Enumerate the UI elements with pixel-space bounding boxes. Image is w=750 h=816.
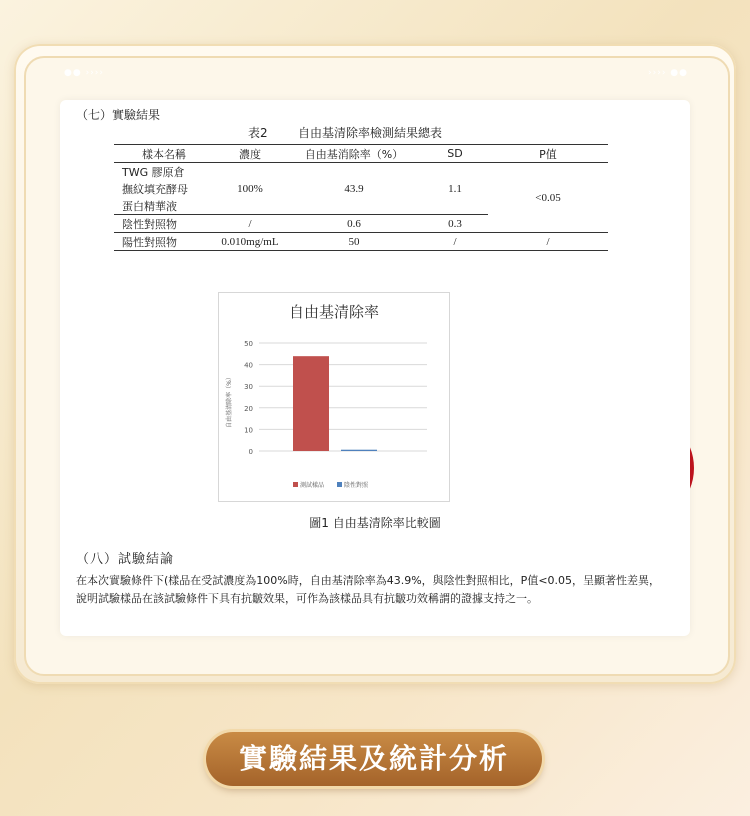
y-tick-label: 40 — [244, 361, 253, 370]
legend-swatch — [293, 482, 298, 487]
negative-rate: 0.6 — [286, 215, 422, 233]
legend-swatch — [337, 482, 342, 487]
negative-concentration: / — [214, 215, 286, 233]
y-tick-label: 0 — [248, 448, 253, 456]
table-header-row — [114, 145, 608, 163]
figure-caption: 圖1 自由基清除率比較圖 — [309, 516, 441, 530]
chart-grid — [259, 343, 427, 451]
y-tick-label: 30 — [244, 383, 253, 392]
positive-sd: / — [422, 233, 488, 251]
col-header: P值 — [488, 145, 608, 163]
section-heading: （八）試驗結論 — [76, 552, 175, 567]
legend-label: 陰性對照 — [344, 482, 369, 489]
col-header: 樣本名稱 — [114, 145, 214, 163]
chart-bars — [293, 356, 377, 451]
table-row — [114, 163, 608, 181]
section-heading: （七）實驗結果 — [76, 108, 161, 122]
negative-name: 陰性對照物 — [114, 215, 214, 233]
bar-chart — [218, 292, 450, 502]
conclusion-text: 在本次實驗條件下(樣品在受試濃度為100%時，自由基清除率為43.9%，與陰性對照相比，P值<0.05，呈顯著性差異，說明試驗樣品在該試驗條件下具有抗皺效果，可作為該樣品具有抗皺功效稱謂的證據支持之一。 — [76, 574, 661, 605]
sample-concentration: 100% — [214, 163, 286, 215]
positive-p-value: / — [488, 233, 608, 251]
chart-title: 自由基清除率 — [288, 303, 380, 321]
y-axis-label: 自由基清除率（%） — [226, 374, 233, 428]
positive-rate: 50 — [286, 233, 422, 251]
sample-rate: 43.9 — [286, 163, 422, 215]
negative-sd: 0.3 — [422, 215, 488, 233]
sample-p-value: <0.05 — [488, 163, 608, 233]
results-table — [114, 144, 608, 251]
sample-name-line: TWG 膠原倉 — [122, 165, 185, 179]
col-header: SD — [422, 145, 488, 163]
y-tick-label: 20 — [244, 404, 253, 413]
decorative-dots-left: ●● ›››› — [64, 68, 104, 78]
sample-sd: 1.1 — [422, 163, 488, 215]
table-row — [114, 233, 608, 251]
col-header: 濃度 — [214, 145, 286, 163]
sample-name-line: 撫紋填充酵母 — [122, 182, 188, 196]
chart-svg — [219, 293, 449, 501]
bar — [293, 356, 329, 451]
table-title: 自由基清除率檢測結果總表 — [298, 126, 443, 140]
bar — [341, 450, 377, 451]
col-header: 自由基消除率（%） — [286, 145, 422, 163]
decorative-dots-right: ›››› ●● — [648, 68, 688, 78]
legend-label: 測試樣品 — [300, 482, 325, 489]
title-banner: 實驗結果及統計分析 — [206, 732, 542, 786]
y-axis-ticks — [244, 340, 253, 456]
table-number: 表2 — [248, 126, 268, 140]
y-tick-label: 10 — [244, 426, 253, 435]
chart-legend — [293, 481, 369, 489]
positive-concentration: 0.010mg/mL — [214, 233, 286, 251]
sample-name-line: 蛋白精華液 — [114, 197, 214, 215]
positive-name: 陽性對照物 — [114, 233, 214, 251]
y-tick-label: 50 — [244, 340, 253, 348]
